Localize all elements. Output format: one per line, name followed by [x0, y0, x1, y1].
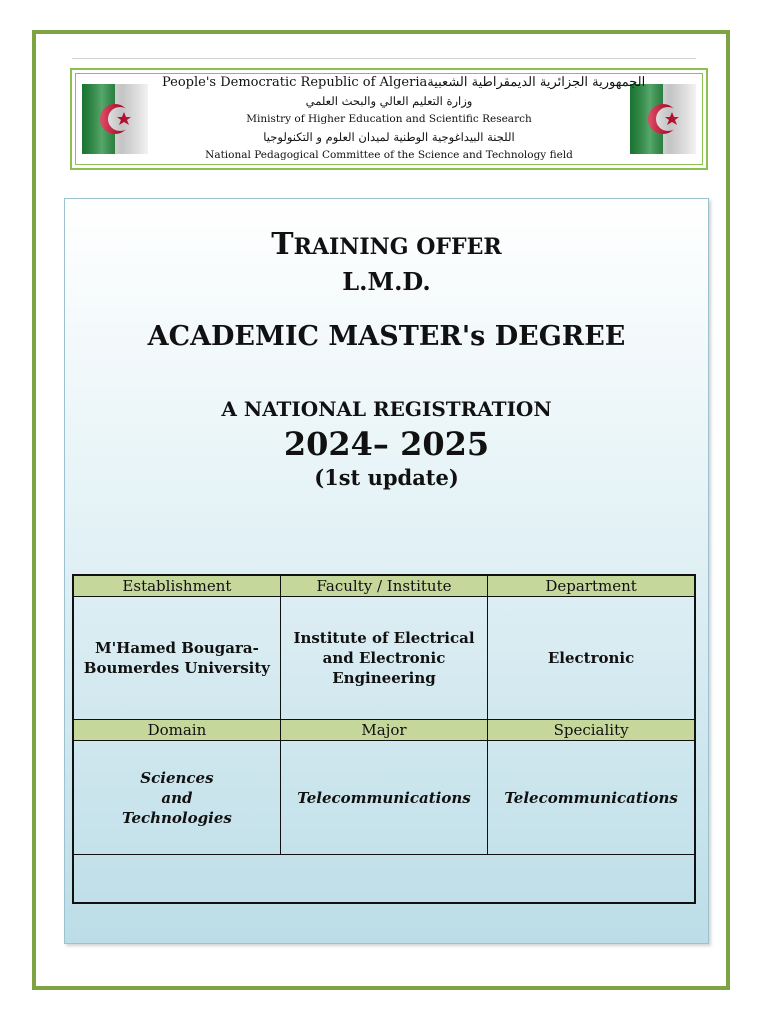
- update-note: (1st update): [314, 465, 459, 490]
- establishment-line-2: Boumerdes University: [83, 658, 271, 677]
- department-value: [488, 597, 695, 719]
- department-line-1: Electronic: [547, 648, 635, 667]
- header-department: Department: [488, 575, 695, 597]
- table-row: [73, 740, 695, 854]
- empty-cell: [73, 855, 695, 903]
- letterhead-text: [162, 74, 646, 164]
- letterhead-line-republic: [162, 74, 646, 92]
- top-rule: [72, 58, 696, 59]
- domain-value: [73, 740, 280, 854]
- degree-title: ACADEMIC MASTER's DEGREE: [147, 321, 626, 352]
- establishment-value: [73, 597, 280, 719]
- major-line-1: Telecommunications: [297, 788, 471, 807]
- letterhead: [70, 68, 708, 170]
- header-major: Major: [280, 719, 487, 740]
- speciality-line-1: Telecommunications: [504, 788, 678, 807]
- ministry-name-ar: وزارة التعليم العالي والبحث العلمي: [305, 94, 473, 108]
- program-info-table: [72, 574, 696, 904]
- table-header-row: [73, 719, 695, 740]
- algeria-flag-left-icon: [82, 84, 148, 154]
- table-header-row: [73, 575, 695, 597]
- domain-line-3: Technologies: [122, 808, 232, 827]
- academic-year: 2024– 2025: [283, 425, 490, 463]
- ministry-name-en: Ministry of Higher Education and Scientific Research: [246, 113, 532, 125]
- table-empty-row: [73, 855, 695, 903]
- speciality-value: [488, 740, 695, 854]
- title-rest: RAINING OFFER: [293, 234, 502, 260]
- header-domain: Domain: [73, 719, 280, 740]
- establishment-line-1: M'Hamed Bougara-: [94, 638, 259, 657]
- faculty-line-1: Institute of Electrical: [293, 628, 475, 647]
- domain-line-1: Sciences: [140, 768, 214, 787]
- header-establishment: Establishment: [73, 575, 280, 597]
- faculty-line-2: and Electronic: [322, 648, 446, 667]
- committee-name-ar: اللجنة البيداغوجية الوطنية لميدان العلوم و التكنولوجيا: [263, 130, 515, 144]
- lmd-title: L.M.D.: [342, 267, 431, 296]
- algeria-flag-right-icon: [630, 84, 696, 154]
- faculty-line-3: Engineering: [332, 668, 436, 687]
- training-offer-panel: [64, 198, 709, 944]
- republic-name-ar: الجمهورية الجزائرية الديمقراطية الشعبية: [427, 75, 646, 90]
- header-speciality: Speciality: [488, 719, 695, 740]
- committee-name-en: National Pedagogical Committee of the Science and Technology field: [205, 149, 573, 161]
- faculty-value: [280, 597, 487, 719]
- training-offer-title: [65, 227, 708, 262]
- table-row: [73, 597, 695, 719]
- domain-line-2: and: [161, 788, 193, 807]
- registration-title: A NATIONAL REGISTRATION: [221, 397, 552, 421]
- title-initial: T: [271, 227, 294, 262]
- header-faculty: Faculty / Institute: [280, 575, 487, 597]
- major-value: [280, 740, 487, 854]
- republic-name-en: People's Democratic Republic of Algeria: [162, 75, 428, 90]
